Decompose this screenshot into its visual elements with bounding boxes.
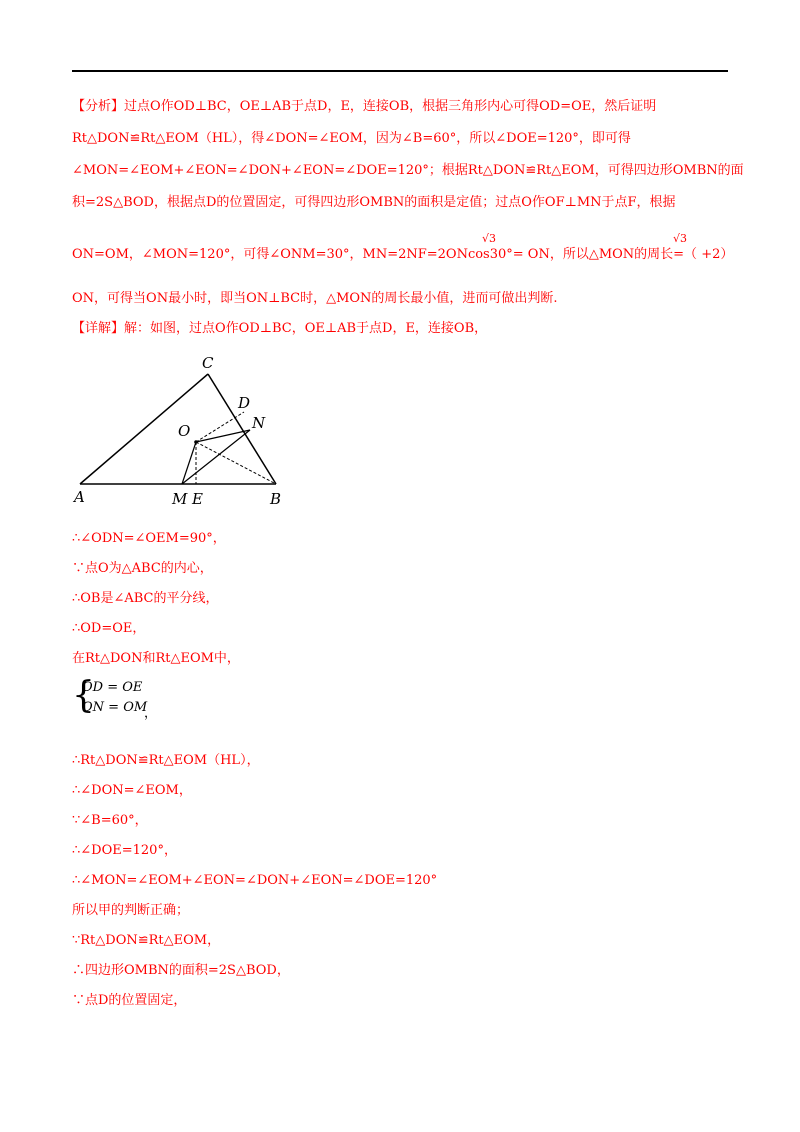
geometry-diagram	[72, 352, 292, 514]
analysis-line-6: ON，可得当ON最小时，即当ON⊥BC时，△MON的周长最小值，进而可做出判断.	[72, 291, 558, 306]
step-1: ∴∠ODN=∠OEM=90°，	[72, 531, 226, 546]
step-14: ∵点D的位置固定，	[72, 993, 187, 1008]
brace: {	[72, 675, 95, 716]
analysis-line-3: ∠MON=∠EOM+∠EON=∠DON+∠EON=∠DOE=120°；根据Rt△DON≌Rt△EOM，可得四边形OMBN的面	[72, 163, 744, 178]
system-row-1: OD = OE	[82, 680, 143, 695]
system-comma: ，	[144, 706, 158, 721]
segment-cb	[208, 374, 276, 484]
step-2: ∵点O为△ABC的内心，	[72, 561, 213, 576]
step-5: 在Rt△DON和Rt△EOM中，	[72, 651, 240, 666]
step-10: ∴∠MON=∠EOM+∠EON=∠DON+∠EON=∠DOE=120°	[72, 873, 438, 888]
step-11: 所以甲的判断正确；	[72, 903, 190, 918]
label-o: O	[178, 422, 191, 440]
label-c: C	[202, 354, 214, 372]
step-13: ∴四边形OMBN的面积=2S△BOD，	[72, 963, 290, 978]
label-b: B	[270, 490, 282, 508]
analysis-line-2: Rt△DON≌Rt△EOM（HL），得∠DON=∠EOM，因为∠B=60°，所以∠DOE=120°，即可得	[72, 131, 631, 146]
label-d: D	[238, 394, 251, 412]
label-e: E	[192, 490, 203, 508]
segment-od	[196, 412, 244, 442]
step-6: ∴Rt△DON≌Rt△EOM（HL），	[72, 753, 260, 768]
system-row-2: ON = OM	[82, 700, 148, 715]
label-n: N	[252, 414, 266, 432]
analysis-line-1: 【分析】过点O作OD⊥BC，OE⊥AB于点D，E，连接OB，根据三角形内心可得OD=OE，然后证明	[72, 99, 657, 114]
label-a: A	[74, 488, 85, 506]
equation-system	[72, 676, 192, 720]
step-4: ∴OD=OE，	[72, 621, 146, 636]
top-rule	[72, 70, 728, 72]
sqrt-3-a: √3	[482, 232, 497, 245]
label-m: M	[172, 490, 188, 508]
point-o	[194, 440, 198, 444]
analysis-line-5: ON=OM，∠MON=120°，可得∠ONM=30°，MN=2NF=2ONcos30°= ON，所以△MON的周长=（ +2）	[72, 247, 734, 262]
detail-line-1: 【详解】解：如图，过点O作OD⊥BC，OE⊥AB于点D，E，连接OB，	[72, 321, 488, 336]
step-3: ∴OB是∠ABC的平分线，	[72, 591, 219, 606]
step-12: ∵Rt△DON≌Rt△EOM，	[72, 933, 221, 948]
step-7: ∴∠DON=∠EOM，	[72, 783, 192, 798]
sqrt-3-b: √3	[673, 232, 688, 245]
step-8: ∵∠B=60°，	[72, 813, 148, 828]
analysis-line-4: 积=2S△BOD，根据点D的位置固定，可得四边形OMBN的面积是定值；过点O作OF⊥MN于点F，根据	[72, 195, 676, 210]
step-9: ∴∠DOE=120°，	[72, 843, 177, 858]
